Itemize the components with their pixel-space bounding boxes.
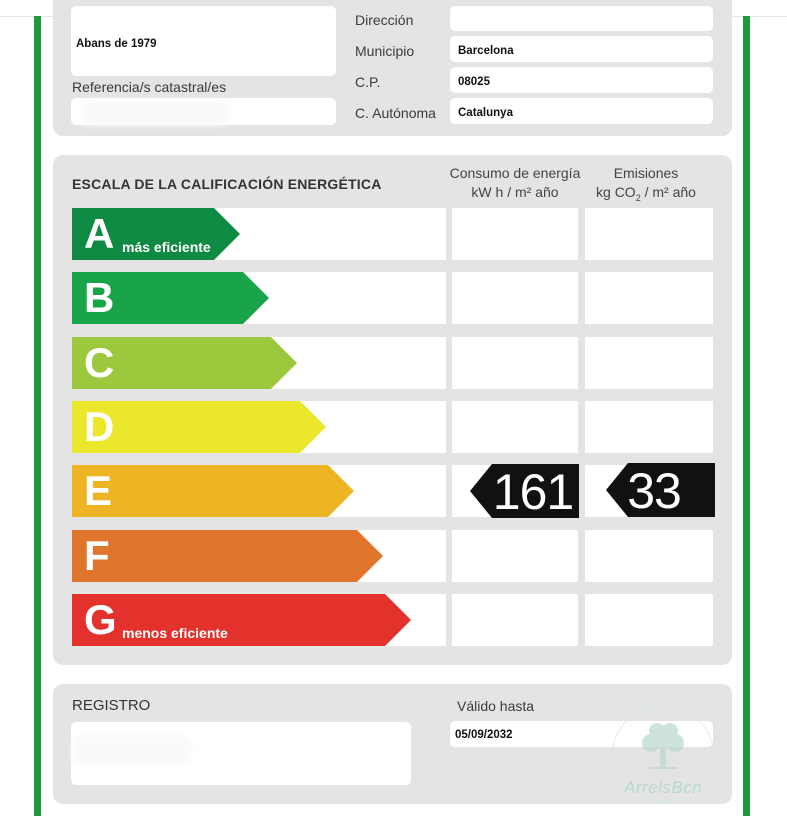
emissions-unit-b: / m² año <box>640 184 696 200</box>
cp-label: C.P. <box>355 74 381 90</box>
registry-title: REGISTRO <box>72 697 151 714</box>
grade-arrow-b <box>72 272 269 324</box>
registry-redacted <box>72 735 192 765</box>
consumption-rating-value: 161 <box>492 464 574 520</box>
emissions-rating-tag <box>606 463 715 517</box>
scale-title: ESCALA DE LA CALIFICACIÓN ENERGÉTICA <box>72 176 382 192</box>
emissions-cell-c <box>585 337 713 389</box>
valid-label: Válido hasta <box>457 698 535 714</box>
grade-letter-b: B <box>84 274 115 321</box>
grade-arrow-f <box>72 530 383 582</box>
grade-arrow-e <box>72 465 354 517</box>
grade-letter-c: C <box>84 339 115 386</box>
grade-sublabel-a: más eficiente <box>122 239 211 255</box>
grade-letter-g: G <box>84 596 117 643</box>
emissions-cell-g <box>585 594 713 646</box>
grade-letter-a: A <box>84 210 115 257</box>
grade-sublabel-g: menos eficiente <box>122 625 228 641</box>
consumption-header <box>448 165 582 200</box>
autonoma-value: Catalunya <box>458 107 513 119</box>
consumption-cell-d <box>452 401 578 453</box>
valid-value: 05/09/2032 <box>455 729 513 741</box>
grade-letter-f: F <box>84 532 110 579</box>
year-value: Abans de 1979 <box>76 38 157 50</box>
grade-arrow-a <box>72 208 240 260</box>
emissions-header <box>584 165 708 203</box>
direccion-field <box>450 6 713 31</box>
cadastral-redacted <box>80 100 230 126</box>
grade-arrow-c <box>72 337 297 389</box>
direccion-label: Dirección <box>355 12 414 28</box>
emissions-cell-d <box>585 401 713 453</box>
emissions-header-line2 <box>584 184 708 203</box>
emissions-cell-b <box>585 272 713 324</box>
consumption-cell-c <box>452 337 578 389</box>
municipio-value: Barcelona <box>458 45 514 57</box>
emissions-unit-a: kg CO <box>596 184 636 200</box>
consumption-rating-tag <box>470 464 579 518</box>
grade-letter-e: E <box>84 467 113 514</box>
emissions-unit-sub: 2 <box>635 192 641 203</box>
consumption-cell-g <box>452 594 578 646</box>
cp-value: 08025 <box>458 76 490 88</box>
emissions-cell-a <box>585 208 713 260</box>
consumption-cell-f <box>452 530 578 582</box>
grade-arrow-d <box>72 401 326 453</box>
municipio-label: Municipio <box>355 43 415 59</box>
watermark-text: ArrelsBcn <box>624 778 703 797</box>
consumption-header-line1: Consumo de energía <box>449 165 581 181</box>
grade-arrow-g <box>72 594 411 646</box>
emissions-cell-f <box>585 530 713 582</box>
consumption-cell-b <box>452 272 578 324</box>
grade-letter-d: D <box>84 403 115 450</box>
cadastral-label: Referencia/s catastral/es <box>72 79 227 95</box>
emissions-header-line1: Emisiones <box>613 165 679 181</box>
autonoma-label: C. Autónoma <box>355 105 436 121</box>
consumption-header-line2: kW h / m² año <box>471 184 559 200</box>
consumption-cell-a <box>452 208 578 260</box>
emissions-rating-value: 33 <box>627 463 681 519</box>
